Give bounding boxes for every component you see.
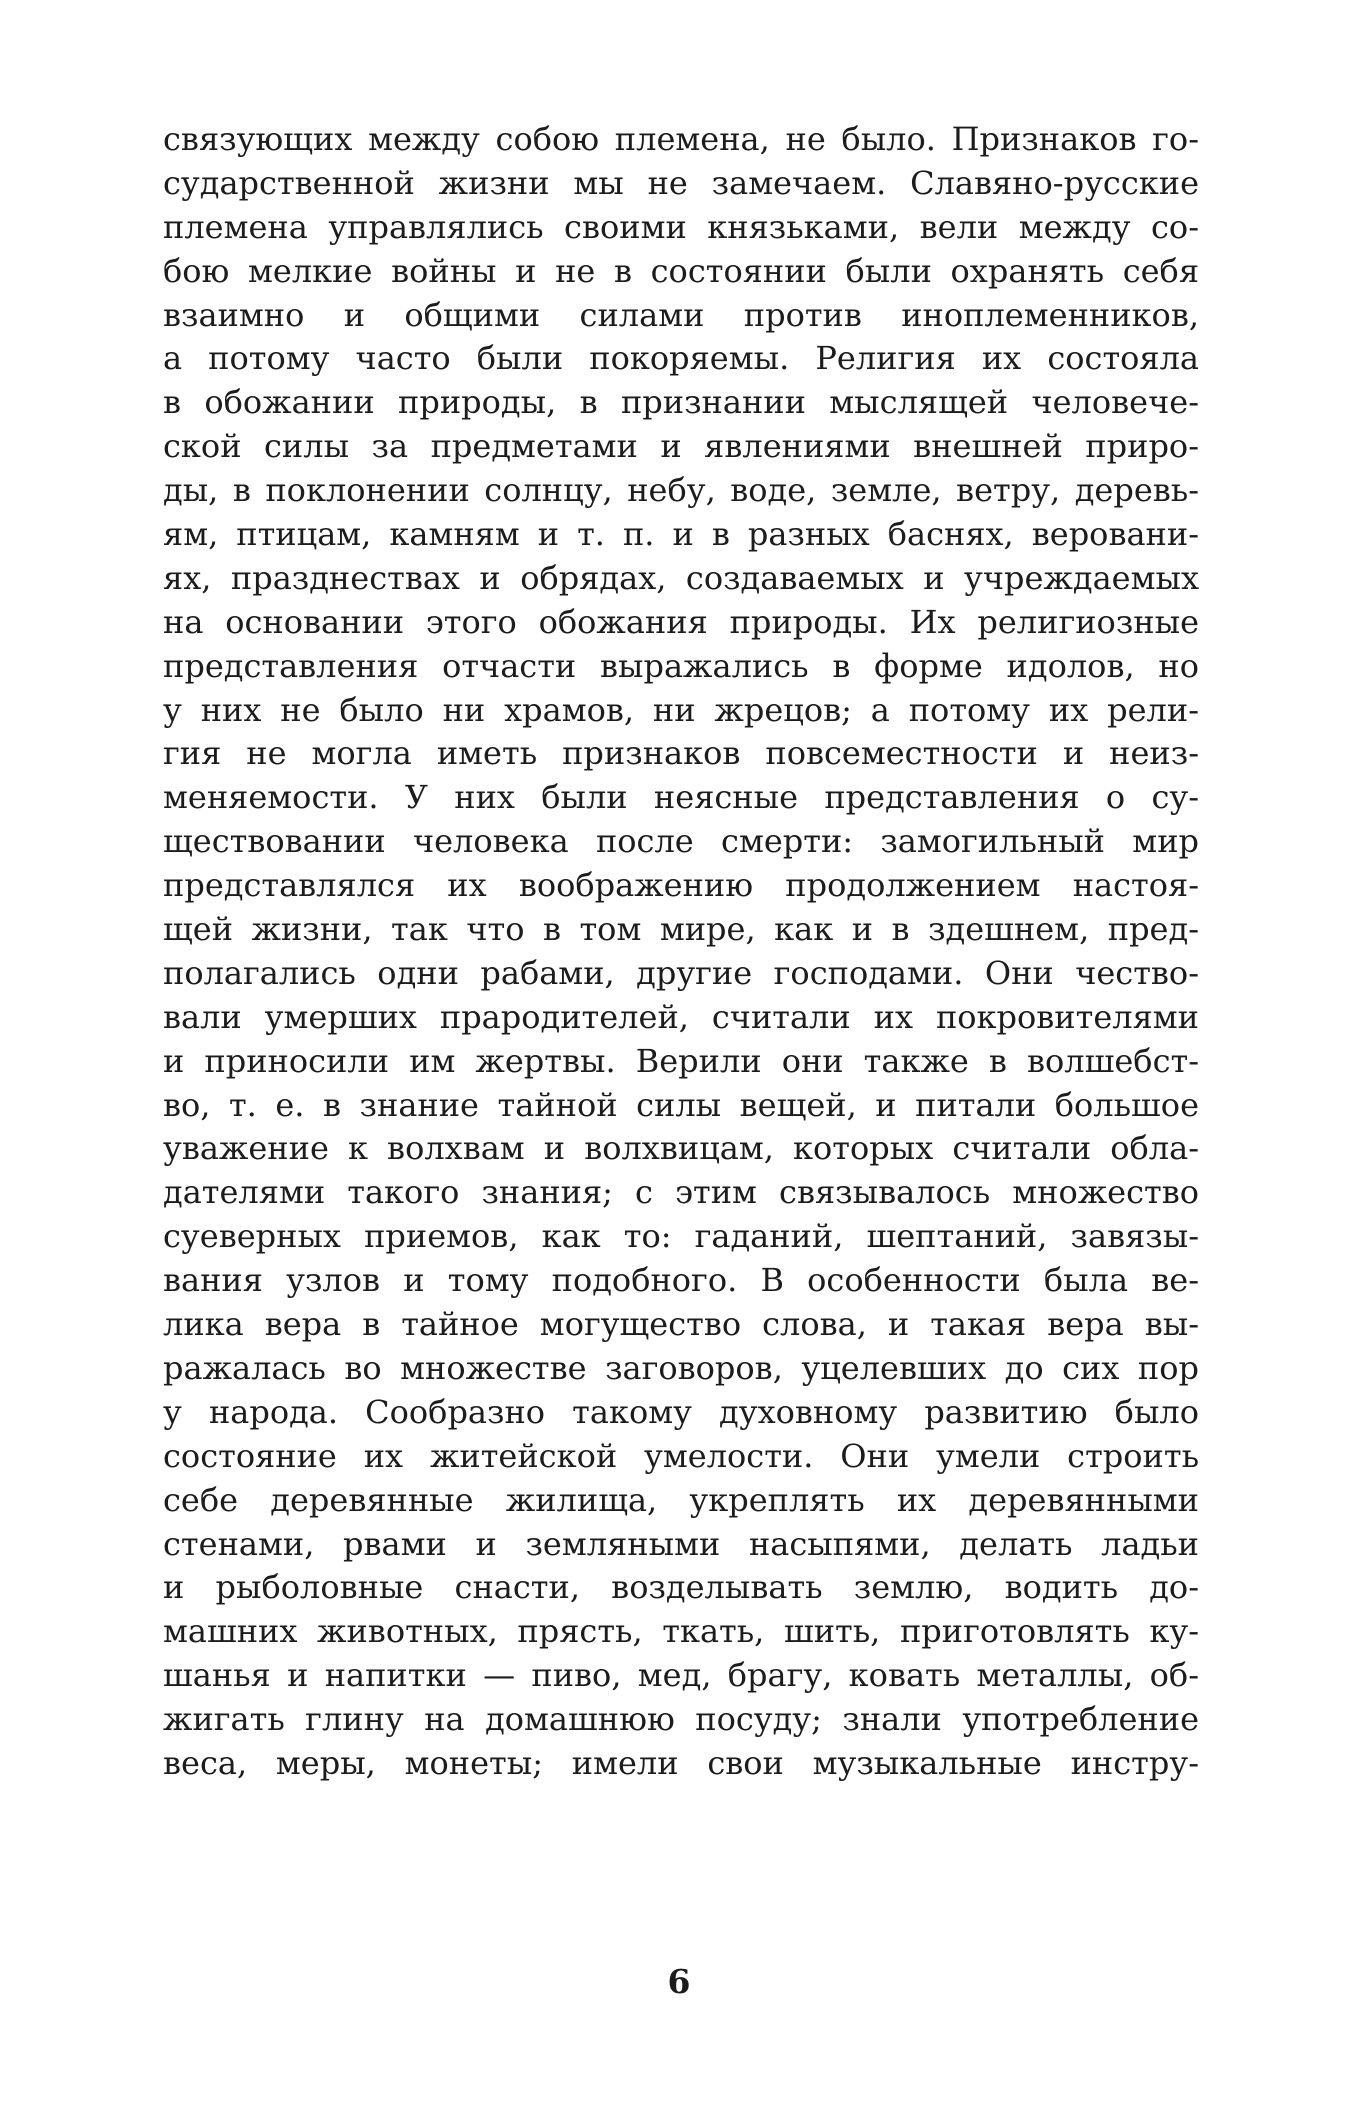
text-line: и рыболовные снасти, возделывать землю, водить до- [163,1568,1199,1607]
text-line: ществовании человека после смерти: замогильный мир [163,822,1199,861]
body-text [163,118,1199,1786]
text-line: шанья и напитки — пиво, мед, брагу, ковать металлы, об- [163,1656,1199,1695]
text-line: полагались одни рабами, другие господами. Они чество- [163,953,1199,992]
text-line: взаимно и общими силами против иноплеменников, [163,295,1199,334]
text-line: вания узлов и тому подобного. В особенности была ве- [163,1261,1199,1300]
text-line: состояние их житейской умелости. Они умели строить [163,1436,1199,1475]
text-line: уважение к волхвам и волхвицам, которых считали обла- [163,1129,1199,1168]
text-line: суеверных приемов, как то: гаданий, шептаний, завязы- [163,1217,1199,1256]
text-line: гия не могла иметь признаков повсеместности и неиз- [163,734,1199,773]
text-line: бою мелкие войны и не в состоянии были охранять себя [163,251,1199,290]
page-number: 6 [667,1962,691,2001]
text-line: и приносили им жертвы. Верили они также в волшебст- [163,1041,1199,1080]
text-line: стенами, рвами и земляными насыпями, делать ладьи [163,1524,1199,1563]
text-line: машних животных, прясть, ткать, шить, приготовлять ку- [163,1612,1199,1651]
text-line: в обожании природы, в признании мыслящей человече- [163,383,1199,422]
text-line: представления отчасти выражались в форме идолов, но [163,646,1199,685]
text-line: у них не было ни храмов, ни жрецов; а потому их рели- [163,690,1199,729]
text-line: лика вера в тайное могущество слова, и такая вера вы- [163,1305,1199,1344]
text-line: ям, птицам, камням и т. п. и в разных баснях, веровани- [163,515,1199,554]
text-line: а потому часто были покоряемы. Религия их состояла [163,339,1199,378]
text-line: жигать глину на домашнюю посуду; знали употребление [163,1700,1199,1739]
text-line: себе деревянные жилища, укреплять их деревянными [163,1480,1199,1519]
text-line: ской силы за предметами и явлениями внешней приро- [163,427,1199,466]
text-line: у народа. Сообразно такому духовному развитию было [163,1392,1199,1431]
text-line: представлялся их воображению продолжением настоя- [163,866,1199,905]
text-line: меняемости. У них были неясные представления о су- [163,778,1199,817]
text-line: сударственной жизни мы не замечаем. Славяно-русские [163,163,1199,202]
text-line: ях, празднествах и обрядах, создаваемых и учреждаемых [163,558,1199,597]
text-line: связующих между собою племена, не было. Признаков го- [163,120,1199,158]
text-line: вали умерших прародителей, считали их покровителями [163,997,1199,1036]
text-line: дателями такого знания; с этим связывалось множество [163,1173,1199,1212]
text-line: ды, в поклонении солнцу, небу, воде, земле, ветру, деревь- [163,471,1199,510]
text-line: племена управлялись своими князьками, вели между со- [163,207,1199,246]
text-line: веса, меры, монеты; имели свои музыкальные инстру- [163,1743,1199,1782]
text-line: на основании этого обожания природы. Их религиозные [163,602,1199,641]
text-line: ражалась во множестве заговоров, уцелевших до сих пор [163,1348,1199,1387]
text-line: во, т. е. в знание тайной силы вещей, и питали большое [163,1085,1199,1124]
text-line: щей жизни, так что в том мире, как и в здешнем, пред- [163,910,1199,949]
